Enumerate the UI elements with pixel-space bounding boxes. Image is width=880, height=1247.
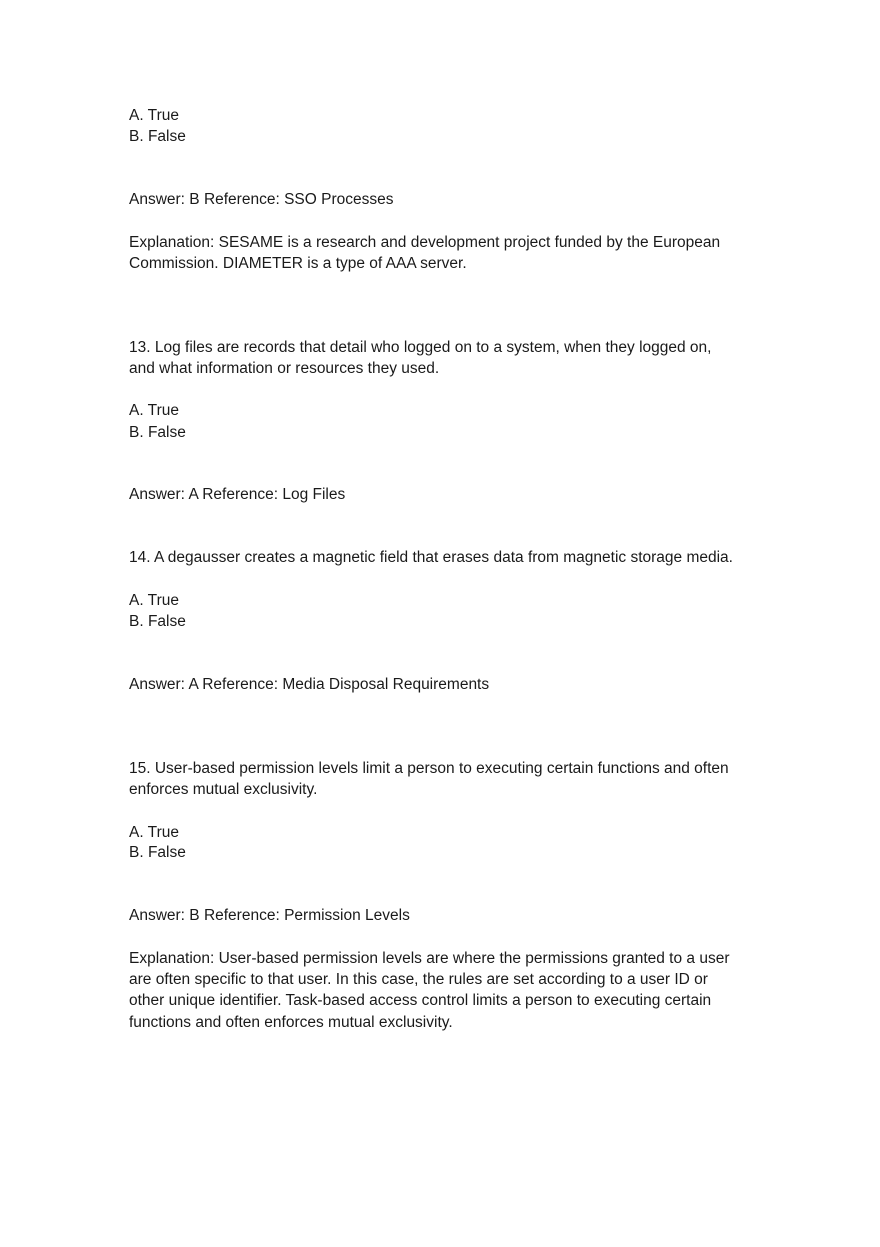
option-a: A. True [129,402,179,419]
answer-line: Answer: A Reference: Media Disposal Requirements [129,676,490,693]
question-text: 14. A degausser creates a magnetic field that erases data from magnetic storage media. [129,549,733,566]
question-text: 13. Log files are records that detail who logged on to a system, when they logged on, [129,339,712,356]
option-b: B. False [129,844,186,861]
option-b: B. False [129,128,186,145]
option-b: B. False [129,424,186,441]
option-b: B. False [129,613,186,630]
option-a: A. True [129,107,179,124]
question-text: enforces mutual exclusivity. [129,781,318,798]
explanation-line: Explanation: SESAME is a research and development project funded by the European [129,234,721,251]
explanation-line: functions and often enforces mutual exclusivity. [129,1014,453,1031]
answer-line: Answer: B Reference: Permission Levels [129,907,410,924]
explanation-line: Explanation: User-based permission levels are where the permissions granted to a user [129,950,730,967]
explanation-line: other unique identifier. Task-based access control limits a person to executing certain [129,992,712,1009]
explanation-line: are often specific to that user. In this case, the rules are set according to a user ID or [129,971,708,988]
question-text: 15. User-based permission levels limit a person to executing certain functions and often [129,760,729,777]
answer-line: Answer: B Reference: SSO Processes [129,191,394,208]
answer-line: Answer: A Reference: Log Files [129,486,346,503]
option-a: A. True [129,824,179,841]
option-a: A. True [129,592,179,609]
explanation-line: Commission. DIAMETER is a type of AAA server. [129,255,467,272]
question-text: and what information or resources they used. [129,360,440,377]
